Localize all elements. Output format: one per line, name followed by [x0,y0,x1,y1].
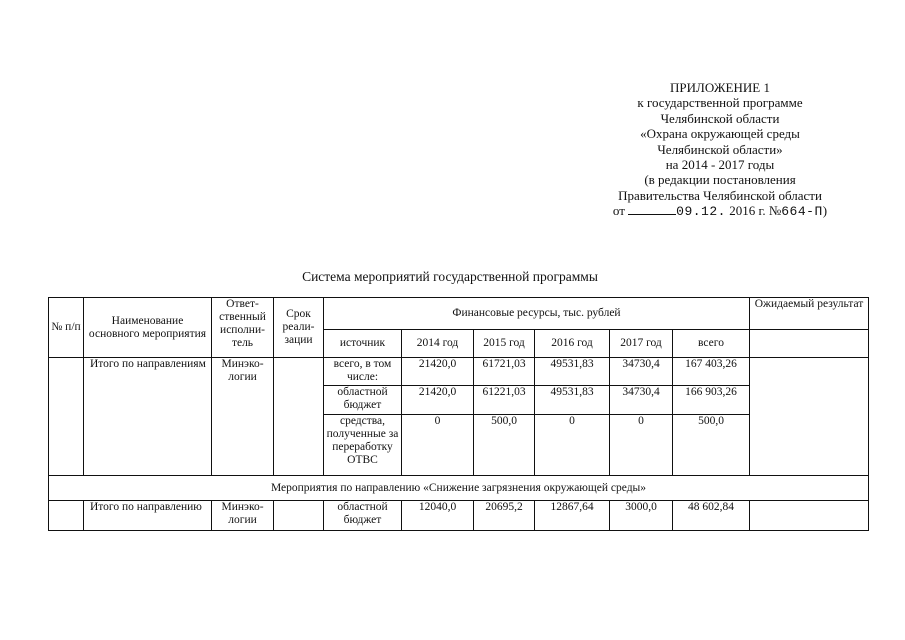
row-2014: 21420,0 [402,358,474,386]
decree-number-handwritten: 664-П [781,204,823,220]
row-2014: 0 [402,415,474,476]
header-name: Наименование основного мероприятия [84,298,212,358]
row-2017: 34730,4 [610,386,673,415]
date-prefix: от [612,203,625,219]
header-2017: 2017 год [610,330,673,358]
row-source: всего, в том числе: [324,358,402,386]
row-total: 167 403,26 [673,358,750,386]
header-expected-empty [750,330,869,358]
row-term-cell [274,358,324,476]
table-header-row [49,298,869,330]
row-2016: 0 [535,415,610,476]
program-measures-table [48,297,869,531]
appendix-date-line [560,203,880,219]
document-title: Система мероприятий государственной программы [302,269,598,284]
row-responsible-cell: Минэко-логии [212,501,274,531]
appendix-line-program-name: «Охрана окружающей среды [640,126,800,142]
appendix-line-edition: (в редакции постановления [644,172,796,188]
row-2016: 12867,64 [535,501,610,531]
row-num-cell [49,358,84,476]
row-2016: 49531,83 [535,386,610,415]
header-financial: Финансовые ресурсы, тыс. рублей [324,298,750,330]
row-2015: 61221,03 [474,386,535,415]
row-term-cell [274,501,324,531]
appendix-header [560,80,880,220]
row-source: областной бюджет [324,501,402,531]
row-2016: 49531,83 [535,358,610,386]
header-2016: 2016 год [535,330,610,358]
row-2014: 12040,0 [402,501,474,531]
row-2015: 500,0 [474,415,535,476]
header-source: источник [324,330,402,358]
row-total: 166 903,26 [673,386,750,415]
table-row [49,358,869,386]
row-expected-cell [750,501,869,531]
appendix-line-years: на 2014 - 2017 годы [665,157,775,173]
row-2015: 20695,2 [474,501,535,531]
row-2017: 0 [610,415,673,476]
row-2017: 34730,4 [610,358,673,386]
header-2014: 2014 год [402,330,474,358]
row-responsible-cell: Минэко-логии [212,358,274,476]
header-2015: 2015 год [474,330,535,358]
header-num: № п/п [49,298,84,358]
header-total: всего [673,330,750,358]
section-row [49,476,869,501]
header-responsible: Ответ-ственный исполни-тель [212,298,274,358]
header-term: Срок реали-зации [274,298,324,358]
date-year: 2016 г. № [729,203,782,219]
section-title: Мероприятия по направлению «Снижение загрязнения окружающей среды» [49,476,869,501]
appendix-title: ПРИЛОЖЕНИЕ 1 [670,80,770,95]
appendix-line-program-name-2: Челябинской области» [657,141,783,157]
date-handwritten: 09.12. [676,204,726,220]
row-expected-cell [750,358,869,476]
row-total: 500,0 [673,415,750,476]
row-num-cell [49,501,84,531]
row-2015: 61721,03 [474,358,535,386]
appendix-line-government: Правительства Челябинской области [618,187,822,203]
row-2017: 3000,0 [610,501,673,531]
appendix-line-region: Челябинской области [660,110,780,126]
row-source: областной бюджет [324,386,402,415]
date-close-paren: ) [822,203,828,219]
date-blank [628,203,676,215]
row-name-cell: Итого по направлениям [84,358,212,476]
row-source: средства, полученные за переработку ОТВС [324,415,402,476]
appendix-line-program: к государственной программе [637,95,803,111]
table-row [49,501,869,531]
row-name-cell: Итого по направлению [84,501,212,531]
row-2014: 21420,0 [402,386,474,415]
header-expected: Ожидаемый результат [750,298,869,330]
row-total: 48 602,84 [673,501,750,531]
